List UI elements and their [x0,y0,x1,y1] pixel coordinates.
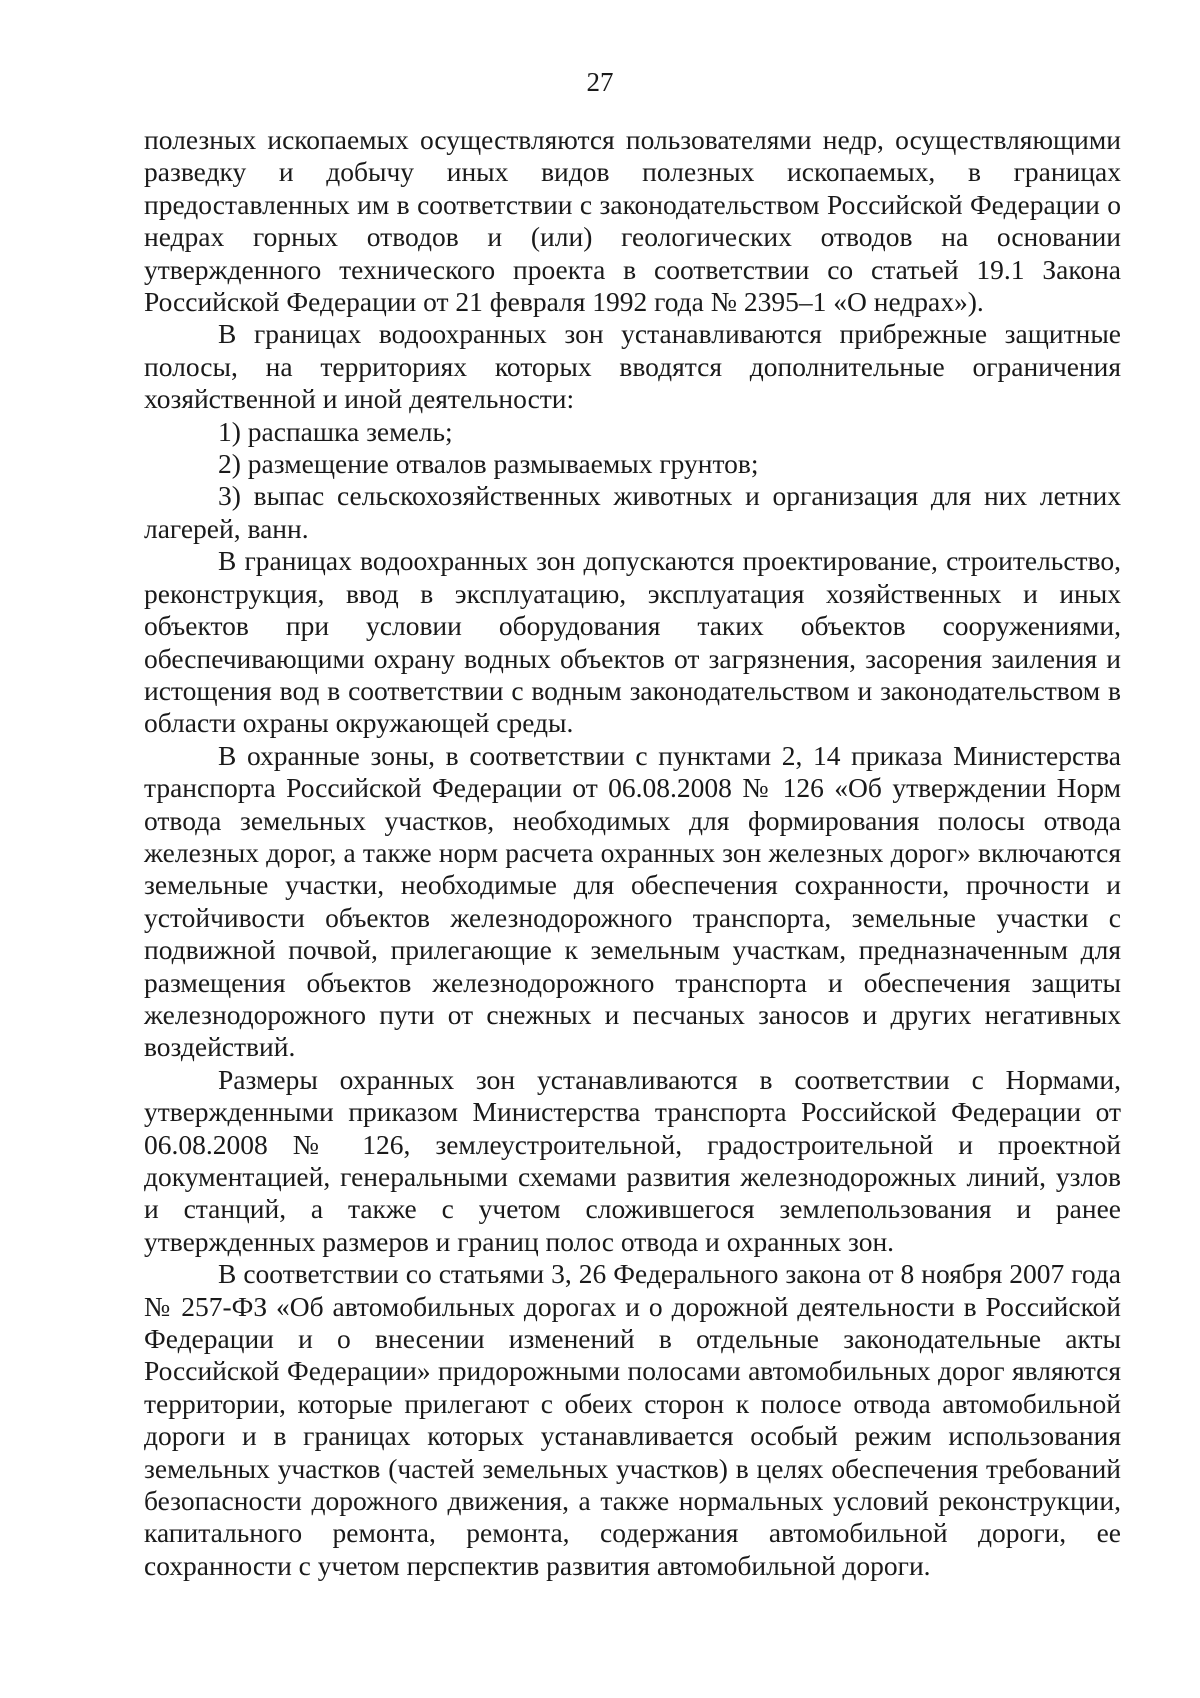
list-item-1: 1) распашка земель; [218,415,453,447]
paragraph-coastal-strips: В границах водоохранных зон устанавливаются прибрежные защитные полосы, на территориях которых вводятся дополнительные ограничения хозяйственной и иной деятельности: [144,318,1121,415]
list-item-2: 2) размещение отвалов размываемых грунтов; [218,448,759,480]
paragraph-water-zones: В границах водоохранных зон допускаются проектирование, строительство, реконструкция, ввод в эксплуатацию, эксплуатация хозяйственных и иных объектов при условии оборудования таких объектов сооружениями, обеспечивающими охрану водных объектов от загрязнения, засорения заиления и истощения вод в соответствии с водным законодательством и законодательством в области охраны окружающей среды. [144,545,1121,739]
body-text [144,124,1121,1582]
paragraph-continuation: полезных ископаемых осуществляются пользователями недр, осуществляющими разведку и добычу иных видов полезных ископаемых, в границах предоставленных им в соответствии с законодательством Российской Федерации о недрах горных отводов и (или) геологических отводов на основании утвержденного технического проекта в соответствии со статьей 19.1 Закона Российской Федерации от 21 февраля 1992 года № 2395–1 «О недрах»). [144,124,1121,318]
page-number: 27 [586,67,614,97]
paragraph-roadside-strips: В соответствии со статьями 3, 26 Федерального закона от 8 ноября 2007 года № 257-ФЗ «Об автомобильных дорогах и о дорожной деятельности в Российской Федерации и о внесении изменений в отдельные законодательные акты Российской Федерации» придорожными полосами автомобильных дорог являются территории, которые прилегают с обеих сторон к полосе отвода автомобильной дороги и в границах которых устанавливается особый режим использования земельных участков (частей земельных участков) в целях обеспечения требований безопасности дорожного движения, а также нормальных условий реконструкции, капитального ремонта, ремонта, содержания автомобильной дороги, ее сохранности с учетом перспектив развития автомобильной дороги. [144,1258,1121,1581]
paragraph-security-zones: В охранные зоны, в соответствии с пунктами 2, 14 приказа Министерства транспорта Российской Федерации от 06.08.2008 № 126 «Об утверждении Норм отвода земельных участков, необходимых для формирования полосы отвода железных дорог, а также норм расчета охранных зон железных дорог» включаются земельные участки, необходимые для обеспечения сохранности, прочности и устойчивости объектов железнодорожного транспорта, земельные участки с подвижной почвой, прилегающие к земельным участкам, предназначенным для размещения объектов железнодорожного транспорта и обеспечения защиты железнодорожного пути от снежных и песчаных заносов и других негативных воздействий. [144,739,1121,1063]
list-item-3: 3) выпас сельскохозяйственных животных и организация для них летних лагерей, ванн. [144,480,1121,544]
paragraph-zone-sizes: Размеры охранных зон устанавливаются в соответствии с Нормами, утвержденными приказом Министерства транспорта Российской Федерации от 06.08.2008 № 126, землеустроительной, градостроительной и проектной документацией, генеральными схемами развития железнодорожных линий, узлов и станций, а также с учетом сложившегося землепользования и ранее утвержденных размеров и границ полос отвода и охранных зон. [144,1063,1121,1257]
